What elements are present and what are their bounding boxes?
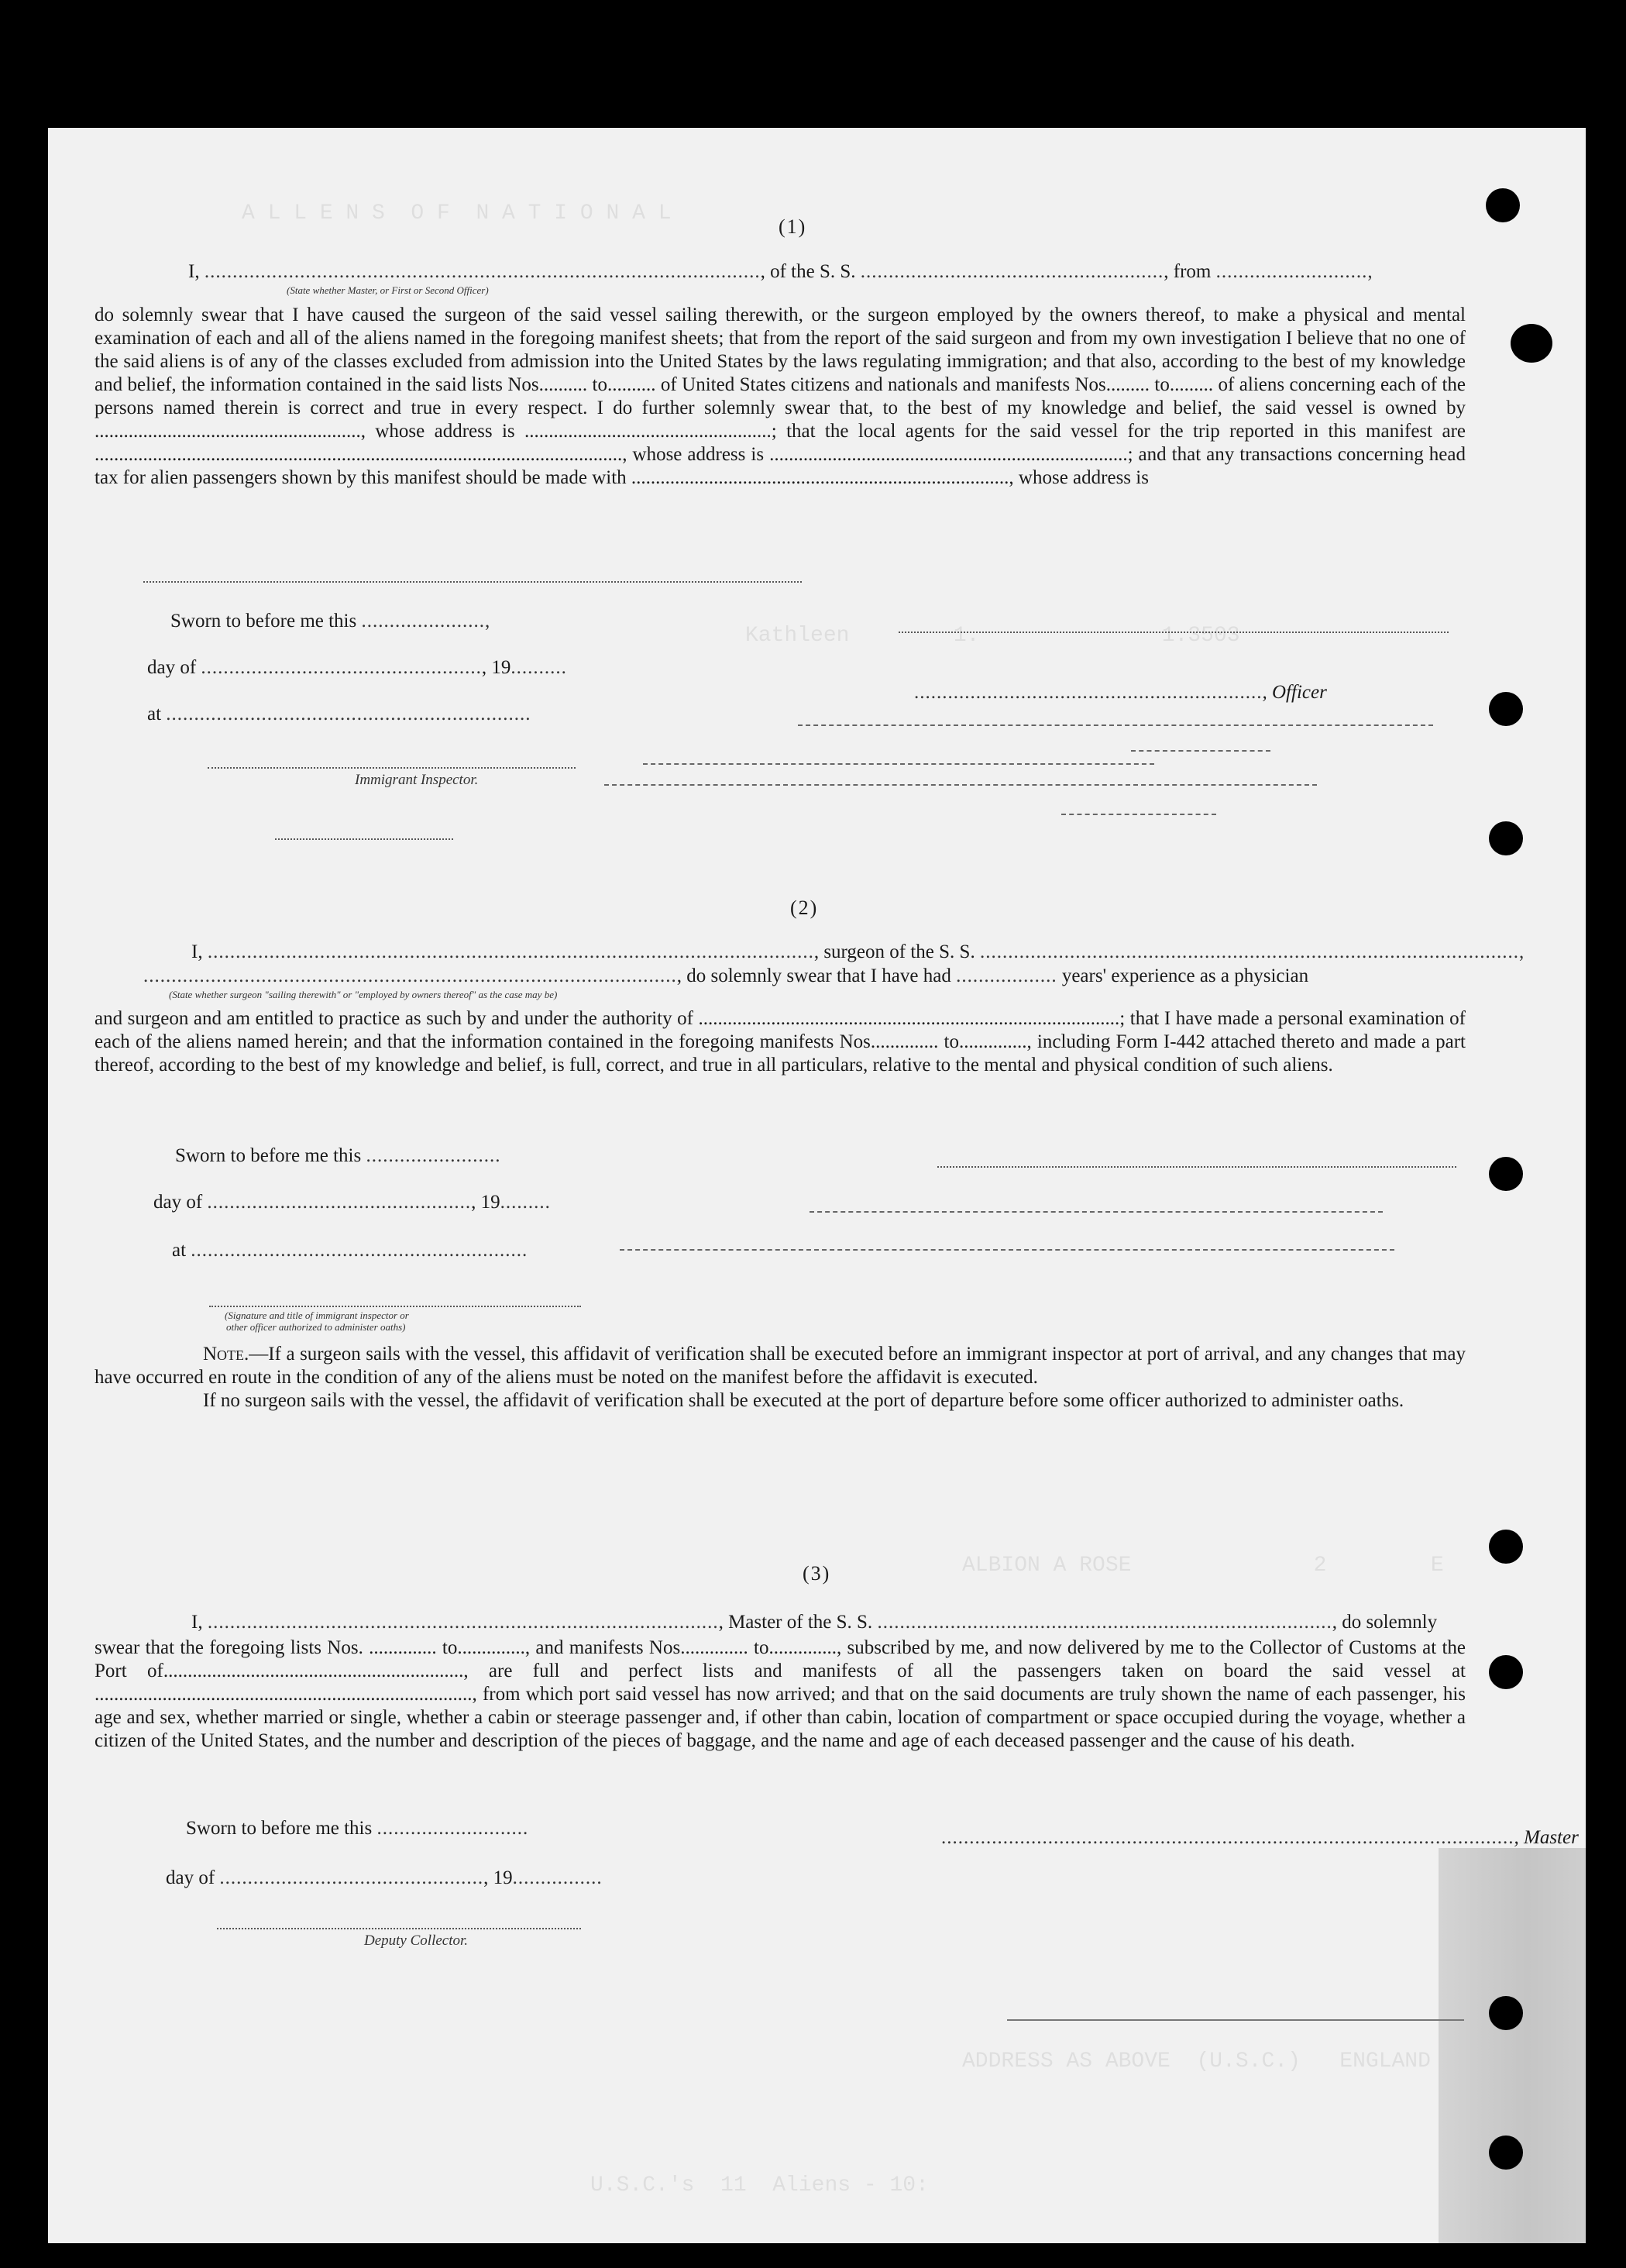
- section-1-day-of: day of .................................................., 19..........: [147, 657, 567, 678]
- note-text-1: —If a surgeon sails with the vessel, this affidavit of verification shall be executed before an immigrant inspector at port of arrival, and any changes that may have occurred en route in the condition of any of the aliens must be noted on the manifest before the affidavit is executed.: [95, 1344, 1466, 1388]
- section-1-first-line: I, ..................................................................................................., of the S. S. ......................................................, from ...........................,: [188, 261, 1373, 282]
- section-1-body-text: do solemnly swear that I have caused the surgeon of the said vessel sailing therewith, or the surgeon employed by the owners thereof, to make a physical and mental examination of each and all of the aliens named in the foregoing manifest sheets; that from the report of the said surgeon and from my own investigation I believe that no one of the said aliens is of any of the classes excluded from admission into the United States by the laws regulating immigration; and that also, according to the best of my knowledge and belief, the information contained in the said lists Nos.......... to.......... of United States citizens and nationals and manifests Nos......... to......... of aliens concerning each of the persons named therein is correct and true in every respect. I do further solemnly swear that, to the best of my knowledge and belief, the said vessel is owned by ......................................................., whose address is ...................................................; that the local agents for the said vessel for the trip reported in this manifest are ............................................................................................................., whose address is ..........................................................................; and that any transactions concerning head tax for alien passengers shown by this manifest should be made with .............................................................................., whose address is: [95, 305, 1466, 488]
- section-2-at: at ............................................................: [172, 1240, 528, 1261]
- note-label: Note.: [203, 1344, 249, 1365]
- section-3-sworn: Sworn to before me this ...........................: [186, 1818, 529, 1839]
- document-page: A L L E N S O F N A T I O N A L Kathleen 1. 1.3503 ALBION A ROSE 2 E ADDRESS AS ABOVE (U.S.C.) ENGLAND U.S.C.'s 11 Aliens - 10:: [48, 128, 1586, 2243]
- section-1-sworn: Sworn to before me this ......................,: [170, 611, 491, 632]
- section-2-body: [95, 1007, 1466, 1077]
- section-1-prefix: I,: [188, 261, 200, 282]
- note-block: [95, 1343, 1466, 1413]
- section-2-sig-caption-2: other officer authorized to administer oaths): [226, 1321, 406, 1333]
- section-2-number: (2): [790, 897, 819, 919]
- section-1-officer: .............................................................., Officer: [914, 682, 1327, 703]
- scan-shadow: [1439, 1848, 1586, 2243]
- punch-hole: [1489, 1530, 1523, 1564]
- punch-hole: [1489, 2135, 1523, 2170]
- section-2-day-of: day of ..............................................., 19.........: [153, 1192, 551, 1213]
- section-3-number: (3): [803, 1562, 831, 1585]
- section-1-body: [95, 304, 1466, 490]
- section-3-master-label: , Master of the S. S.: [718, 1612, 873, 1633]
- punch-hole: [1489, 1157, 1523, 1191]
- section-3-first-line: I, ..........................................................................................., Master of the S. S. ................................................................................., do solemnly: [191, 1612, 1438, 1633]
- punch-hole: [1489, 1655, 1523, 1689]
- immigrant-inspector-caption: Immigrant Inspector.: [355, 772, 479, 788]
- note-text-2: If no surgeon sails with the vessel, the affidavit of verification shall be executed at the port of departure before some officer authorized to administer oaths.: [203, 1390, 1404, 1411]
- section-1-at: at .................................................................: [147, 704, 531, 724]
- section-3-body: [95, 1636, 1466, 1753]
- section-2-surgeon-label: , surgeon of the S. S.: [813, 941, 975, 962]
- section-1-hint: (State whether Master, or First or Second Officer): [287, 284, 489, 296]
- section-2-hint: (State whether surgeon "sailing therewith" or "employed by owners thereof" as the case may be): [169, 989, 558, 1000]
- section-3-day-of: day of ..............................................., 19................: [166, 1867, 603, 1888]
- punch-hole: [1511, 324, 1552, 363]
- section-2-first-line: I, ............................................................................................................, surgeon of the S. S. ................................................................................................,: [191, 941, 1525, 962]
- punch-hole: [1489, 692, 1523, 726]
- section-1-number: (1): [779, 215, 807, 238]
- deputy-collector-caption: Deputy Collector.: [364, 1932, 469, 1949]
- punch-hole: [1489, 821, 1523, 855]
- section-3-body-text: swear that the foregoing lists Nos. .............. to.............., and manifests Nos.............. to.............., subscribed by me, and now delivered by me to the Collector of Customs at the Port of.............................................................., are full and perfect lists and manifests of all the passengers taken on board the said vessel at .............................................................................., from which port said vessel has now arrived; and that on the said documents are truly shown the name of each passenger, his age and sex, whether married or single, whether a cabin or steerage passenger and, if other than cabin, location of compartment or space occupied during the voyage, whether a citizen of the United States, and the number and description of the pieces of baggage, and the name and age of each deceased passenger and the cause of his death.: [95, 1637, 1466, 1751]
- section-1-vessel-label: , of the S. S.: [760, 261, 856, 282]
- section-2-body-text: and surgeon and am entitled to practice as such by and under the authority of .......................................................................................; that I have made a personal examination of each of the aliens named herein; and that the information contained in the foregoing manifests Nos.............. to.............., including Form I-442 attached thereto and made a part thereof, according to the best of my knowledge and belief, is full, correct, and true in all particulars, relative to the mental and physical condition of such aliens.: [95, 1008, 1466, 1075]
- section-2-sig-caption-1: (Signature and title of immigrant inspector or: [225, 1310, 409, 1321]
- section-2-second-line: ..............................................................................................., do solemnly swear that I have had .................. years' experience as a physician: [143, 965, 1309, 986]
- section-3-master-signature: ......................................................................................................, Master: [941, 1827, 1579, 1848]
- punch-hole: [1489, 1996, 1523, 2030]
- punch-hole: [1486, 188, 1520, 222]
- section-2-sworn: Sworn to before me this ........................: [175, 1145, 501, 1166]
- signature-line: [899, 632, 1449, 633]
- section-1-from-label: , from: [1164, 261, 1212, 282]
- blank-line: [143, 581, 802, 583]
